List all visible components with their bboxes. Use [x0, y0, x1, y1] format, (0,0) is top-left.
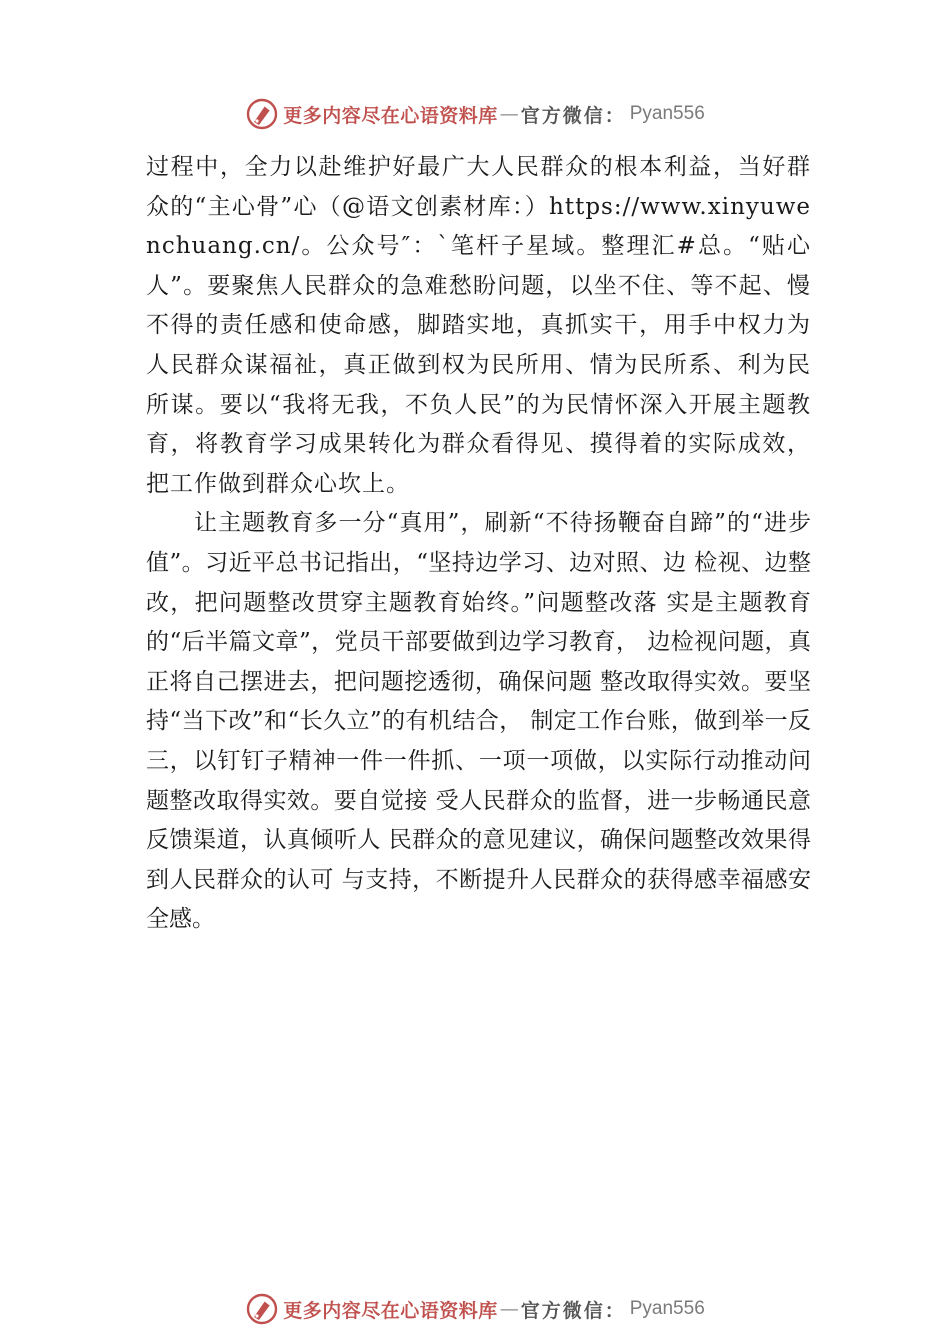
paragraph-1: 过程中，全力以赴维护好最广大人民群众的根本利益，当好群众的“主心骨”心（@语文创素材库：）https://www.xinyuwenchuang.cn/。公众号″：`笔杆子星域。整理汇#总。“贴心人”。要聚焦人民群众的急难愁盼问题，以坐不住、等不起、慢不得的责任感和使命感，脚踏实地，真抓实干，用手中权力为人民群众谋福祉，真正做到权为民所用、情为民所系、利为民所谋。要以“我将无我，不负人民”的为民情怀深入开展主题教育，将教育学习成果转化为群众看得见、摸得着的实际成效，把工作做到群众心坎上。: [146, 154, 811, 497]
pen-nib-logo-icon: [245, 1292, 279, 1326]
header-dash: —: [499, 103, 519, 125]
document-body: [146, 148, 811, 940]
footer-wechat-id: Pyan556: [629, 1298, 705, 1319]
header-banner: [0, 94, 950, 134]
footer-banner: [0, 1289, 950, 1329]
pen-nib-logo-icon: [245, 97, 279, 131]
header-wechat-id: Pyan556: [629, 103, 705, 124]
footer-wechat-label: 官方微信：: [520, 1299, 626, 1322]
header-brand-text: 更多内容尽在心语资料库: [283, 104, 498, 127]
footer-brand-text: 更多内容尽在心语资料库: [283, 1299, 498, 1322]
header-wechat-label: 官方微信：: [520, 104, 626, 127]
paragraph-2: 让主题教育多一分“真用”，刷新“不待扬鞭奋自蹄”的“进步值”。习近平总书记指出，“坚持边学习、边对照、边 检视、边整改，把问题整改贯穿主题教育始终。”问题整改落 实是主题教育的“后半篇文章”，党员干部要做到边学习教育， 边检视问题，真正将自己摆进去，把问题挖透彻，确保问题 整改取得实效。要坚持“当下改”和“长久立”的有机结合， 制定工作台账，做到举一反三，以钉钉子精神一件一件抓、一项一项做，以实际行动推动问题整改取得实效。要自觉接 受人民群众的监督，进一步畅通民意反馈渠道，认真倾听人 民群众的意见建议，确保问题整改效果得到人民群众的认可 与支持，不断提升人民群众的获得感幸福感安全感。: [146, 510, 811, 933]
footer-dash: —: [499, 1298, 519, 1320]
